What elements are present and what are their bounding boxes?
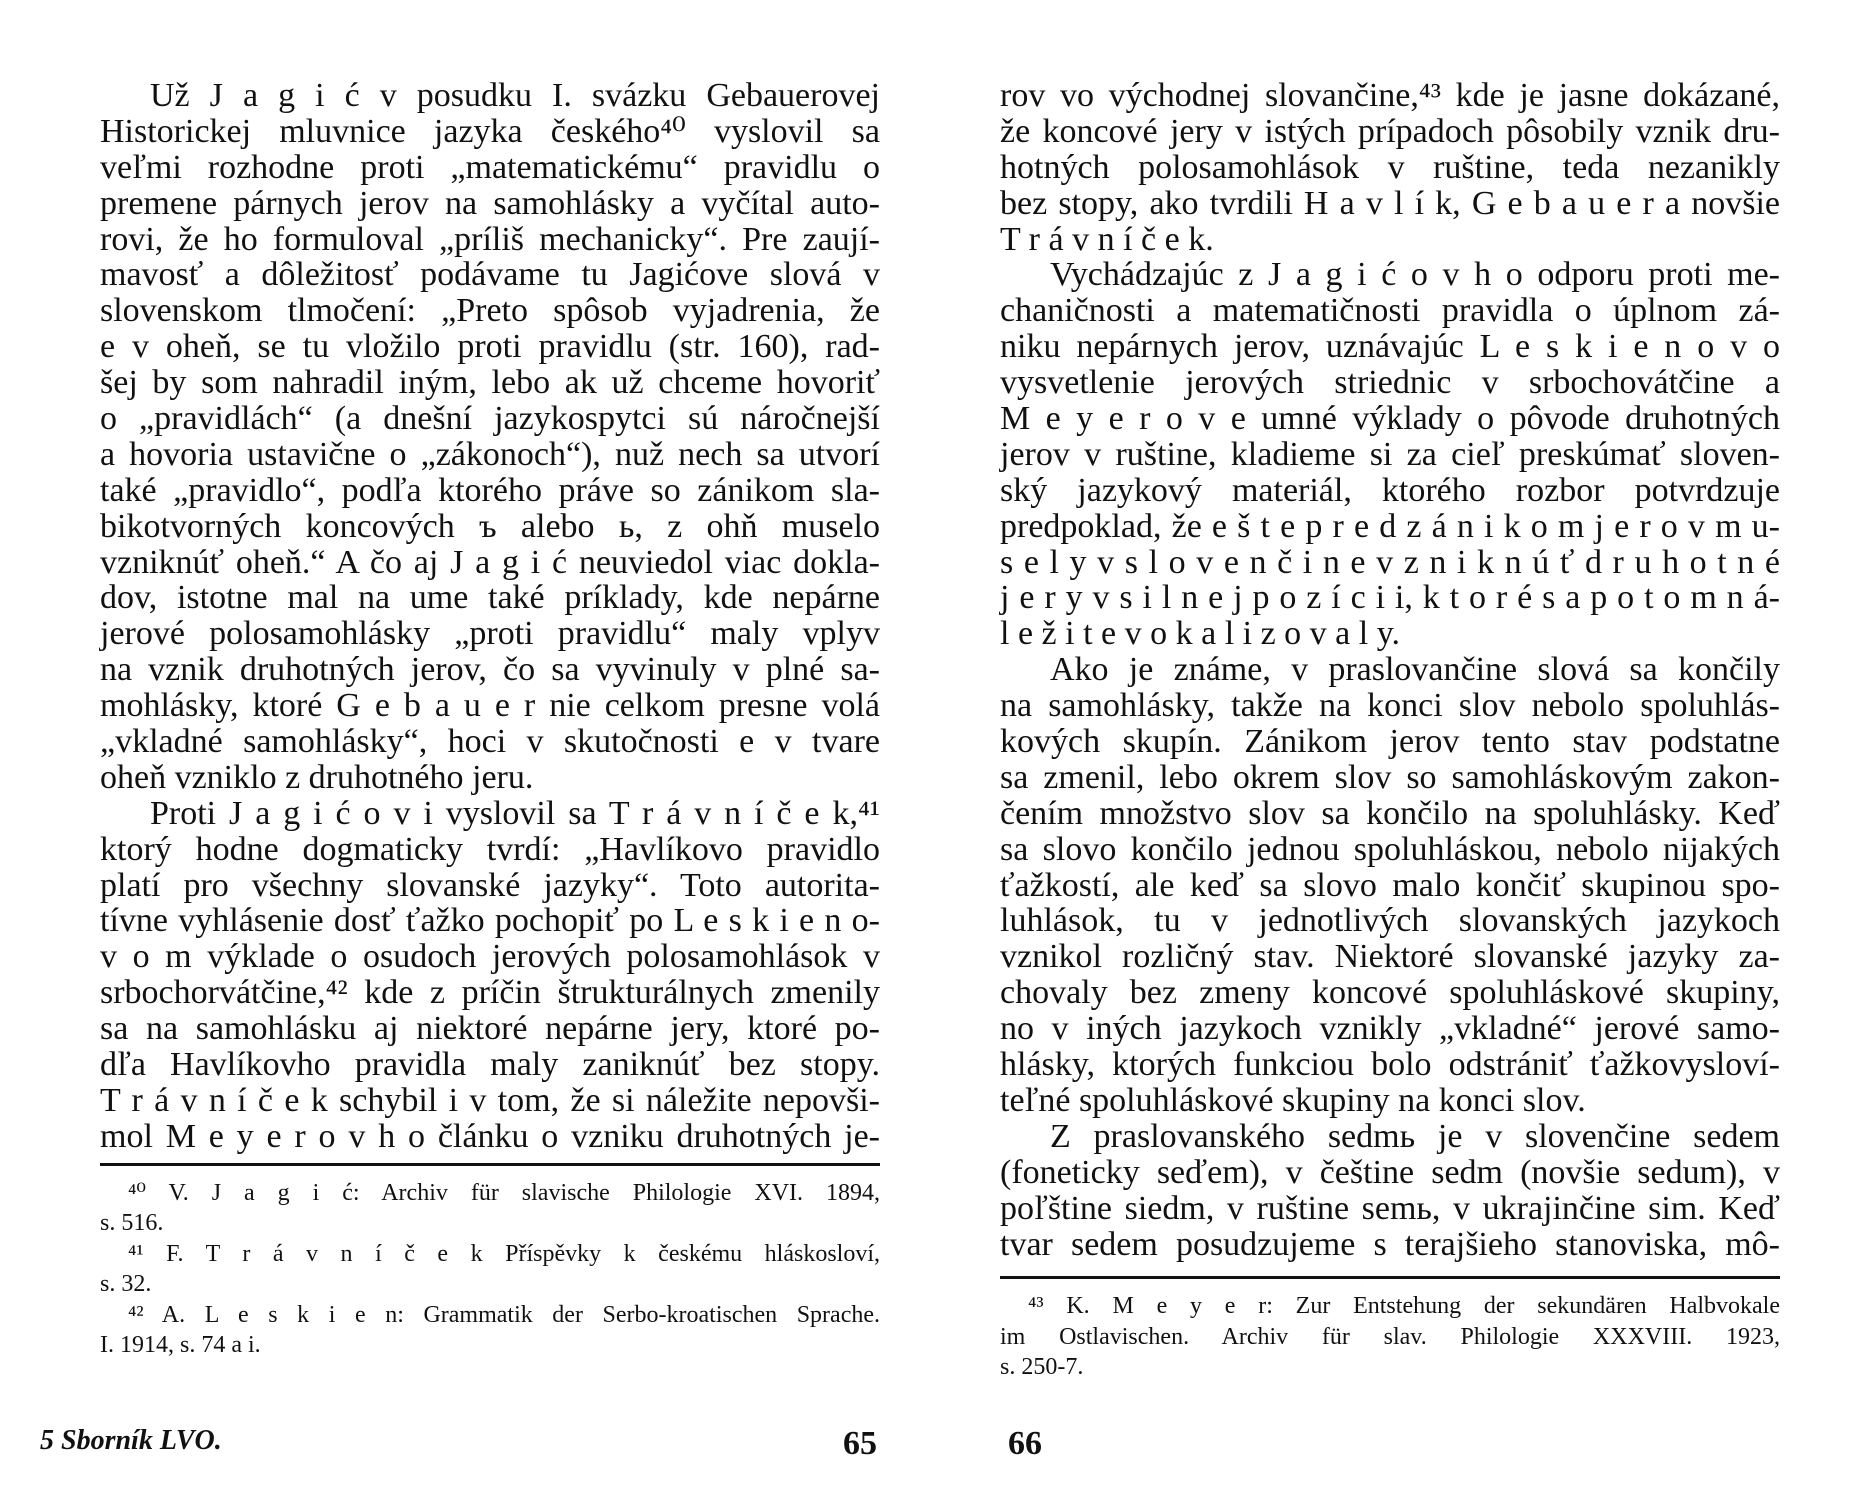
text-line: čením množstvo slov sa končilo na spoluhlásky. Keď [1000,794,1780,832]
footnote-rule [100,1163,880,1166]
text-line: chovaly bez zmeny koncové spoluhláskové skupiny, [1000,974,1780,1012]
text-line: srbochorvátčine,⁴² kde z príčin štrukturálnych zmenily [100,974,880,1012]
text-line: na samohlásky, takže na konci slov nebolo spoluhlás- [1000,687,1780,725]
footnote-rule [1000,1276,1780,1279]
printer-signature: 5 Sborník LVO. [40,1425,222,1456]
text-line: v o m výklade o osudoch jerových polosamohlások v [100,938,880,976]
text-line: vznikol rozličný stav. Niektoré slovanské jazyky za- [1000,938,1780,976]
footnote-line: s. 516. [100,1210,164,1237]
text-line: o „pravidlách“ (a dnešní jazykospytci sú náročnejší [100,400,880,438]
right-page [1000,78,1780,1383]
text-line: T r á v n í č e k schybil i v tom, že si náležite nepovši- [100,1081,880,1119]
text-line: slovenskom tlmočení: „Preto spôsob vyjadrenia, že [100,292,880,330]
text-line: jerov v ruštine, kladieme si za cieľ preskúmať sloven- [1000,435,1780,473]
text-line: e v oheň, se tu vložilo proti pravidlu (str. 160), rad- [100,328,880,366]
text-line: mohlásky, ktoré G e b a u e r nie celkom presne volá [100,687,880,725]
text-line: (foneticky seďem), v češtine sedm (novšie sedum), v [1000,1153,1780,1191]
text-line: Proti J a g i ć o v i vyslovil sa T r á v n í č e k,⁴¹ [150,794,880,832]
text-line: také „pravidlo“, podľa ktorého práve so zánikom sla- [100,471,880,509]
text-line: mol M e y e r o v h o článku o vzniku druhotných je- [100,1117,880,1155]
page-number-right: 66 [1008,1425,1042,1462]
text-line: kových skupín. Zánikom jerov tento stav podstatne [1000,723,1780,761]
text-line: no v iných jazykoch vznikly „vkladné“ jerové samo- [1000,1010,1780,1048]
text-line: rovi, že ho formuloval „príliš mechanicky“. Pre zaují- [100,220,880,258]
footnote-line: ⁴¹ F. T r á v n í č e k Příspěvky k českému hláskosloví, [128,1240,880,1267]
text-line: teľné spoluhláskové skupiny na konci slov. [1000,1081,1586,1119]
text-line: dľa Havlíkovho pravidla maly zaniknúť bez stopy. [100,1046,880,1084]
text-line: rov vo východnej slovančine,⁴³ kde je jasne dokázané, [1000,77,1780,114]
page-number-left: 65 [843,1425,877,1462]
text-line: luhlások, tu v jednotlivých slovanských jazykoch [1000,902,1780,940]
text-line: dov, istotne mal na ume také príklady, kde nepárne [100,579,880,617]
text-line: ťažkostí, ale keď sa slovo malo končiť skupinou spo- [1000,866,1780,904]
text-line: bez stopy, ako tvrdili H a v l í k, G e b a u e r a novšie [1000,184,1780,222]
text-line: tvar sedem posudzujeme s terajšieho stanoviska, mô- [1000,1225,1780,1263]
footnote-line: s. 250-7. [1000,1354,1084,1381]
footnote-line: ⁴² A. L e s k i e n: Grammatik der Serbo-kroatischen Sprache. [128,1301,880,1328]
text-line: Vychádzajúc z J a g i ć o v h o odporu proti me- [1050,256,1780,294]
text-line: šej by som nahradil iným, lebo ak už chceme hovoriť [100,364,880,402]
text-line: sa slovo končilo jednou spoluhláskou, nebolo nijakých [1000,830,1780,868]
text-line: s e l y v s l o v e n č i n e v z n i k n ú ť d r u h o t n é [1000,543,1780,581]
text-line: a hovoria ustavične o „zákonoch“), nuž nech sa utvorí [100,435,880,473]
text-line: premene párnych jerov na samohlásky a vyčítal auto- [100,184,880,222]
text-line: že koncové jery v istých prípadoch pôsobily vznik dru- [1000,112,1780,150]
text-line: vysvetlenie jerových striednic v srbochovátčine a [1000,364,1780,402]
text-line: M e y e r o v e umné výklady o pôvode druhotných [1000,400,1780,438]
text-line: chaničnosti a matematičnosti pravidla o úplnom zá- [1000,292,1780,330]
text-line: vzniknúť oheň.“ A čo aj J a g i ć neuviedol viac dokla- [100,543,880,581]
left-page [100,78,880,1361]
text-line: sa na samohlásku aj niektoré nepárne jery, ktoré po- [100,1010,880,1048]
text-line: „vkladné samohlásky“, hoci v skutočnosti e v tvare [100,723,880,761]
text-line: poľštine siedm, v ruštine semь, v ukrajinčine sim. Keď [1000,1189,1780,1227]
text-line: predpoklad, že e š t e p r e d z á n i k o m j e r o v m u- [1000,507,1780,545]
text-line: tívne vyhlásenie dosť ťažko pochopiť po L e s k i e n o- [100,902,880,940]
text-line: na vznik druhotných jerov, čo sa vyvinuly v plné sa- [100,651,880,689]
text-line: Historickej mluvnice jazyka českého⁴⁰ vyslovil sa [100,112,880,150]
footnote-line: ⁴⁰ V. J a g i ć: Archiv für slavische Philologie XVI. 1894, [128,1179,880,1206]
text-line: niku nepárnych jerov, uznávajúc L e s k i e n o v o [1000,328,1780,366]
footnote-line: I. 1914, s. 74 a i. [100,1332,261,1359]
text-line: Už J a g i ć v posudku I. svázku Gebauerovej [150,77,880,114]
text-line: ktorý hodne dogmaticky tvrdí: „Havlíkovo pravidlo [100,830,880,868]
text-line: hlásky, ktorých funkciou bolo odstrániť ťažkovysloví- [1000,1046,1780,1084]
footnote-line: s. 32. [100,1271,152,1298]
text-line: mavosť a dôležitosť podávame tu Jagićove slová v [100,256,880,294]
text-line: oheň vzniklo z druhotného jeru. [100,758,534,796]
text-line: ský jazykový materiál, ktorého rozbor potvrdzuje [1000,471,1780,509]
footnote-line: ⁴³ K. M e y e r: Zur Entstehung der sekundären Halbvokale [1028,1293,1780,1320]
footnote-line: im Ostlavischen. Archiv für slav. Philologie XXXVIII. 1923, [1000,1323,1780,1350]
text-line: hotných polosamohlások v ruštine, teda nezanikly [1000,148,1780,186]
text-line: platí pro všechny slovanské jazyky“. Toto autorita- [100,866,880,904]
text-line: l e ž i t e v o k a l i z o v a l y. [1000,615,1401,653]
text-line: Z praslovanského sedmь je v slovenčine sedem [1050,1117,1780,1155]
text-line: sa zmenil, lebo okrem slov so samohláskovým zakon- [1000,758,1780,796]
text-line: j e r y v s i l n e j p o z í c i i, k t o r é s a p o t o m n á- [1000,579,1780,617]
text-line: jerové polosamohlásky „proti pravidlu“ maly vplyv [100,615,880,653]
text-line: veľmi rozhodne proti „matematickému“ pravidlu o [100,148,880,186]
text-line: bikotvorných koncových ъ alebo ь, z ohň muselo [100,507,880,545]
text-line: T r á v n í č e k. [1000,220,1214,258]
text-line: Ako je známe, v praslovančine slová sa končily [1050,651,1780,689]
